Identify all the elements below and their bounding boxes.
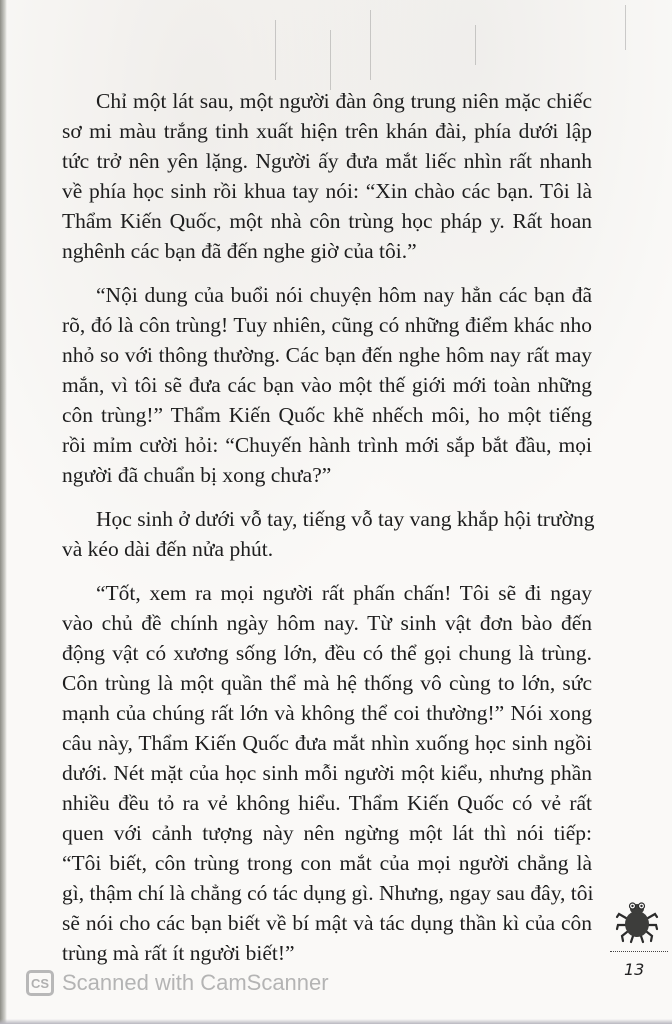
text-line: Côn trùng là một quần thể mà hệ thống vô cùng to lớn, sức [62, 671, 592, 695]
page-bottom-edge [0, 1019, 672, 1024]
text-line: mắn, vì tôi sẽ đưa các bạn vào một thế giới mới toàn những [62, 373, 592, 397]
scan-scratch [475, 25, 476, 65]
text-line: động vật có xương sống lớn, đều có thể gọi chung là trùng. [62, 641, 592, 665]
page-number: 13 [624, 960, 645, 979]
text-line: vào chủ đề chính ngày hôm nay. Từ sinh vật đơn bào đến [62, 611, 592, 635]
beetle-icon [614, 898, 660, 944]
text-line: nghênh các bạn đã đến nghe giờ của tôi.” [62, 239, 417, 263]
text-line: nhiều đều tỏ ra vẻ không hiểu. Thẩm Kiến Quốc có vẻ rất [62, 791, 592, 815]
paragraph [62, 578, 592, 968]
text-line: nhỏ so với thông thường. Các bạn đến nghe hôm nay rất may [62, 343, 592, 367]
text-line: rõ, đó là côn trùng! Tuy nhiên, cũng có những điểm khác nho [62, 313, 592, 337]
text-line: về phía học sinh rồi khua tay nói: “Xin chào các bạn. Tôi là [62, 179, 592, 203]
scan-scratch [370, 10, 371, 80]
text-line: côn trùng!” Thẩm Kiến Quốc khẽ nhếch môi, ho một tiếng [62, 403, 592, 427]
page-binding-shadow [0, 0, 7, 1024]
text-line: gì, thậm chí là chẳng có tác dụng gì. Nhưng, ngay sau đây, tôi [62, 881, 594, 905]
camscanner-watermark [26, 970, 329, 996]
scan-scratch [275, 20, 276, 80]
text-line: rồi mỉm cười hỏi: “Chuyến hành trình mới sắp bắt đầu, mọi [62, 433, 592, 457]
paragraph [62, 280, 592, 490]
text-line: Học sinh ở dưới vỗ tay, tiếng vỗ tay vang khắp hội trường [96, 507, 595, 531]
text-line: “Tôi biết, côn trùng trong con mắt của mọi người chẳng là [62, 851, 592, 875]
text-line: trùng mà rất ít người biết!” [62, 941, 295, 965]
text-line: dưới. Nét mặt của học sinh mỗi người một kiểu, nhưng phần [62, 761, 592, 785]
scan-scratch [330, 30, 331, 90]
text-line: Chỉ một lát sau, một người đàn ông trung niên mặc chiếc [96, 89, 592, 113]
text-line: “Nội dung của buổi nói chuyện hôm nay hẳn các bạn đã [96, 283, 592, 307]
text-line: sẽ nói cho các bạn biết về bí mật và tác dụng thần kì của côn [62, 911, 592, 935]
text-line: sơ mi màu trắng tinh xuất hiện trên khán đài, phía dưới lập [62, 119, 592, 143]
text-line: “Tốt, xem ra mọi người rất phấn chấn! Tôi sẽ đi ngay [96, 581, 592, 605]
camscanner-logo-icon: CS [26, 970, 54, 996]
text-line: tức trở nên yên lặng. Người ấy đưa mắt liếc nhìn rất nhanh [62, 149, 592, 173]
paragraph [62, 504, 595, 564]
text-line: mạnh của chúng rất lớn và không thể coi thường!” Nói xong [62, 701, 592, 725]
text-line: Thẩm Kiến Quốc, một nhà côn trùng học pháp y. Rất hoan [62, 209, 592, 233]
body-text [62, 86, 595, 982]
text-line: câu này, Thẩm Kiến Quốc đưa mắt nhìn xuống học sinh ngồi [62, 731, 592, 755]
scan-scratch [625, 5, 626, 50]
text-line: người đã chuẩn bị xong chưa?” [62, 463, 332, 487]
text-line: quen với cảnh tượng này nên ngừng một lát thì nói tiếp: [62, 821, 592, 845]
page-number-rule [610, 951, 668, 952]
text-line: và kéo dài đến nửa phút. [62, 537, 274, 561]
watermark-text: Scanned with CamScanner [62, 970, 329, 995]
paragraph [62, 86, 592, 266]
